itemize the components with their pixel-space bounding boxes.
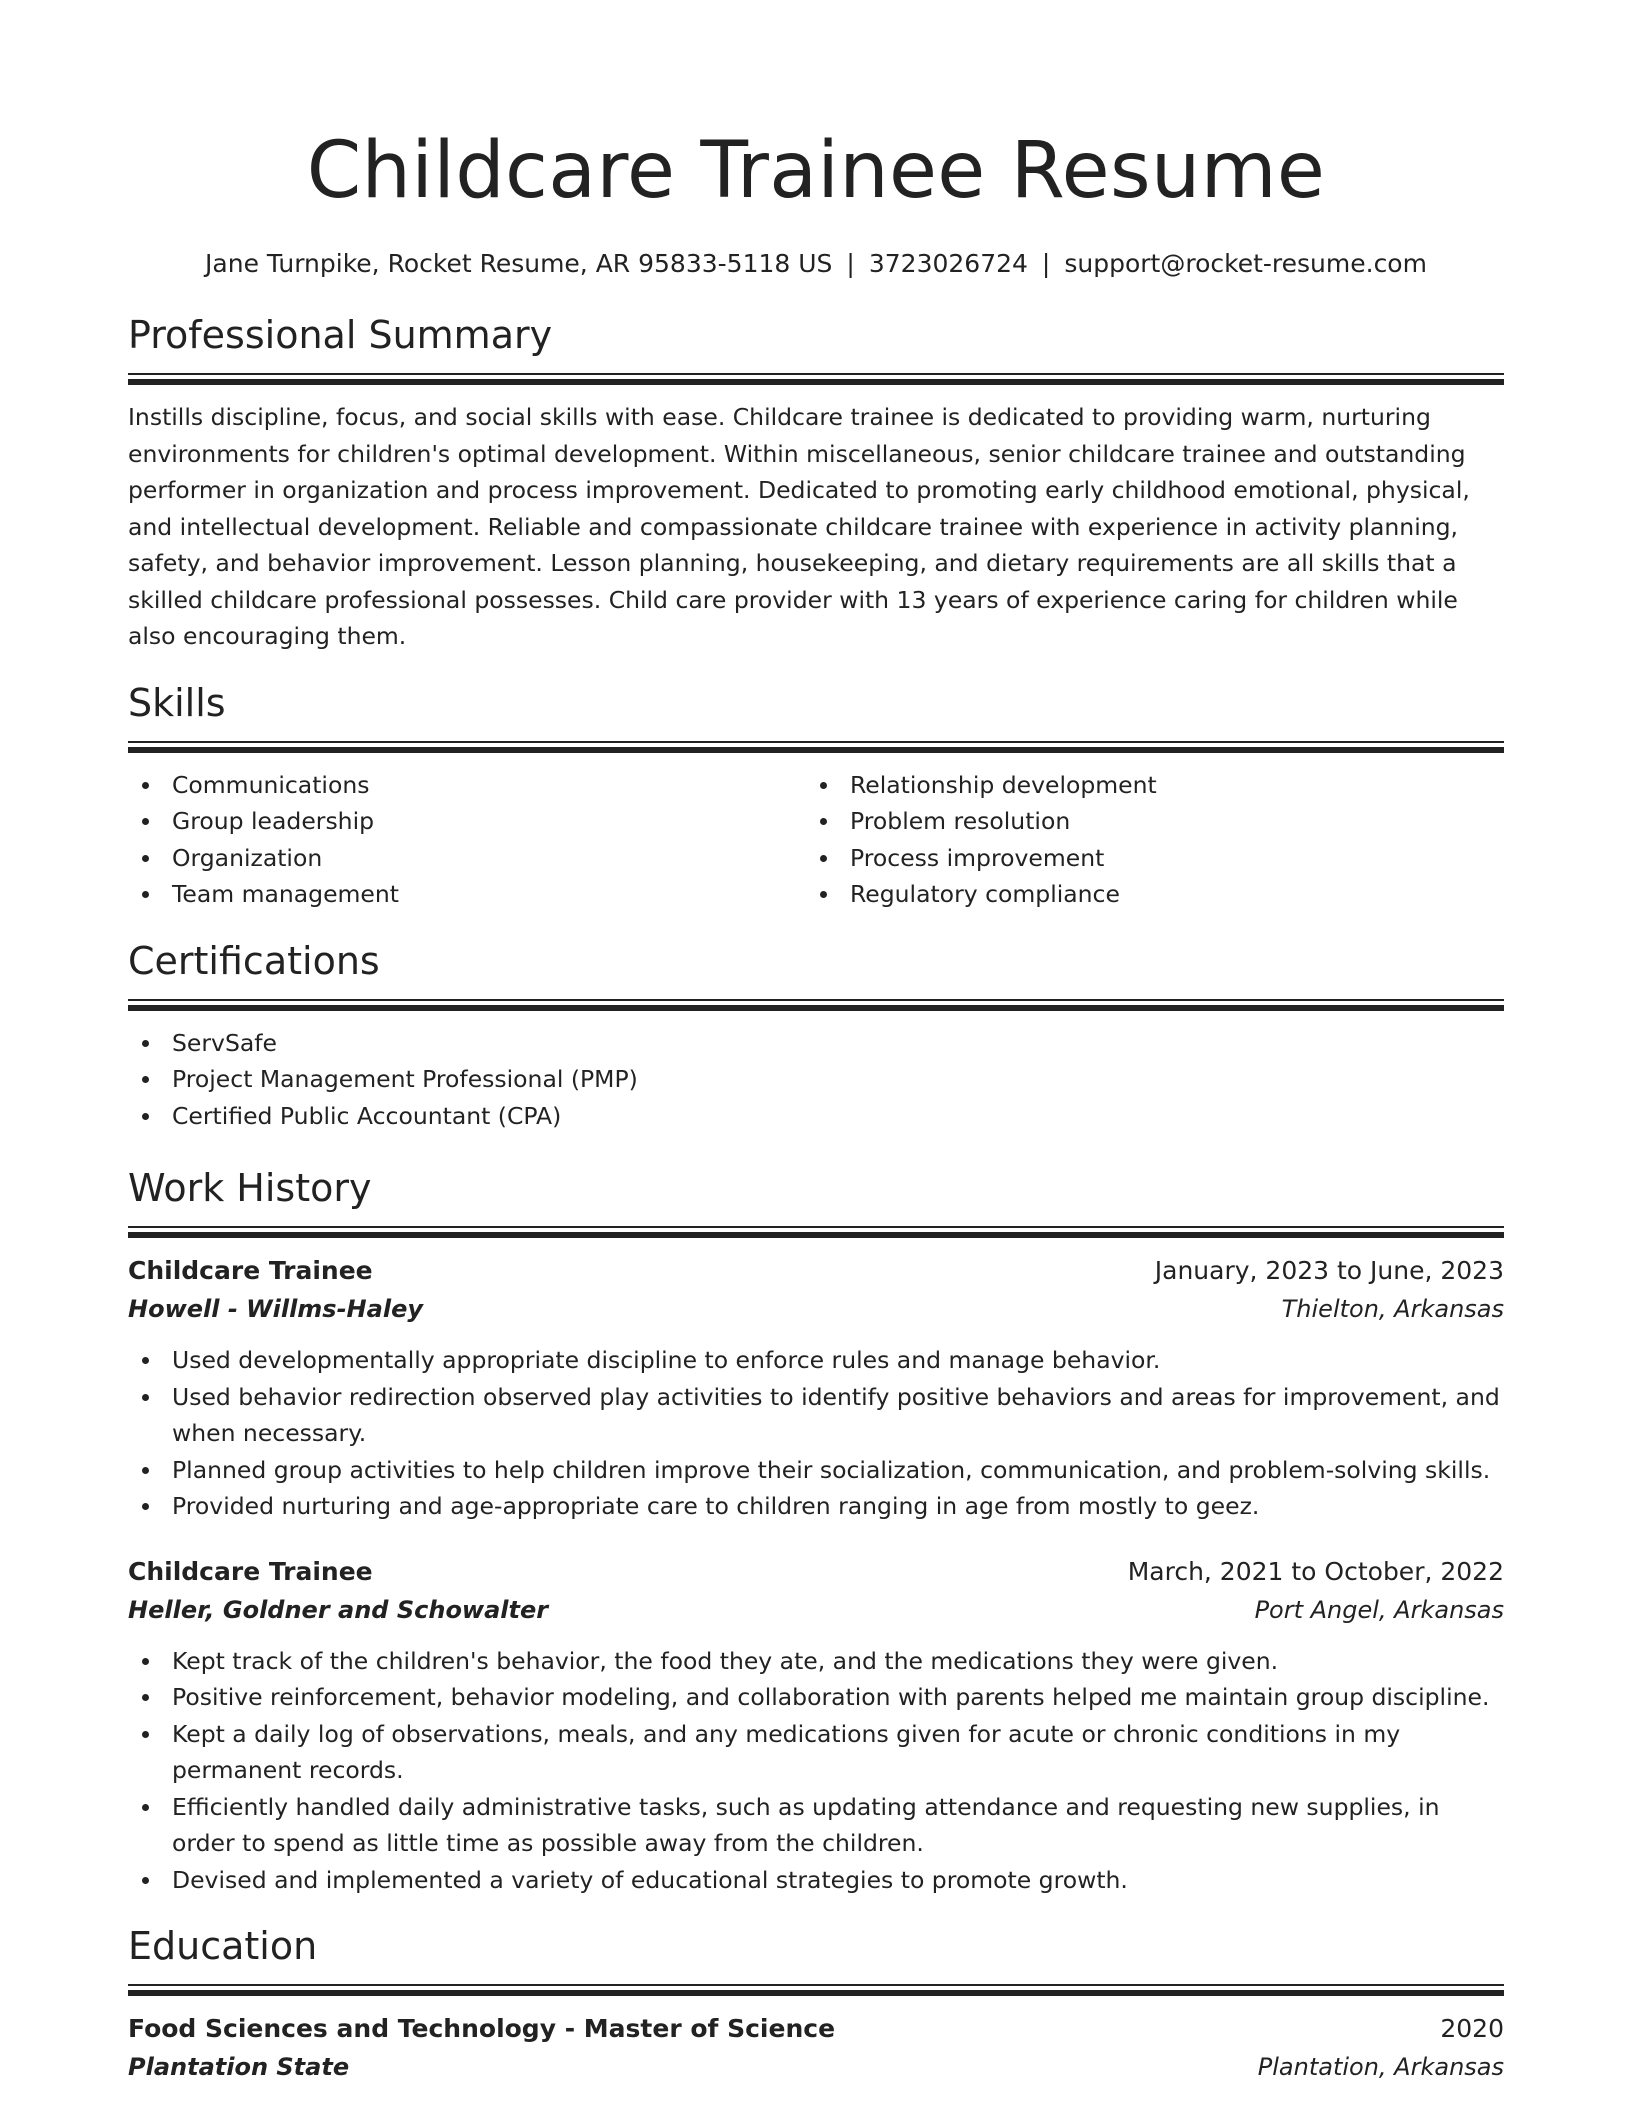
job-entry (128, 1553, 1504, 1899)
skill-item: Problem resolution (806, 803, 1484, 840)
job-company: Howell - Willms-Haley (128, 1295, 423, 1323)
job-duty: Efficiently handled daily administrative tasks, such as updating attendance and requesting new supplies, in order to spend as little time as possible away from the children. (128, 1789, 1504, 1862)
skill-item: Communications (128, 767, 806, 804)
job-duty: Kept track of the children's behavior, the food they ate, and the medications they were given. (128, 1643, 1504, 1680)
education-school-row (128, 2048, 1504, 2086)
job-header-row (128, 1252, 1504, 1290)
certification-item: ServSafe (128, 1025, 1504, 1062)
job-duty: Provided nurturing and age-appropriate care to children ranging in age from mostly to geez. (128, 1488, 1504, 1525)
education-year: 2020 (1440, 2014, 1504, 2043)
summary-text: Instills discipline, focus, and social skills with ease. Childcare trainee is dedicated to providing warm, nurturing environments for children's optimal development. Within miscellaneous, senior childcare trainee and outstanding performer in organization and process improvement. Dedicated to promoting early childhood emotional, physical, and intellectual development. Reliable and compassionate childcare trainee with experience in activity planning, safety, and behavior improvement. Lesson planning, housekeeping, and dietary requirements are all skills that a skilled childcare professional possesses. Child care provider with 13 years of experience caring for children while also encouraging them. (128, 403, 1470, 650)
skill-item: Regulatory compliance (806, 876, 1484, 913)
certifications-list (128, 1025, 1504, 1135)
skill-item: Group leadership (128, 803, 806, 840)
skills-left-list (128, 767, 806, 913)
work-heading: Work History (128, 1166, 372, 1210)
certifications-section-header (128, 937, 1504, 1011)
skills-section-header (128, 679, 1504, 753)
contact-phone: 3723026724 (868, 249, 1028, 278)
job-header-row (128, 1553, 1504, 1591)
education-location: Plantation, Arkansas (1257, 2053, 1504, 2081)
section-divider (128, 1226, 1504, 1238)
job-duty: Positive reinforcement, behavior modeling, and collaboration with parents helped me maintain group discipline. (128, 1679, 1504, 1716)
job-dates: January, 2023 to June, 2023 (1154, 1256, 1504, 1285)
section-divider (128, 373, 1504, 385)
job-location: Thielton, Arkansas (1281, 1295, 1504, 1323)
job-duties-list (128, 1342, 1504, 1525)
work-section-header (128, 1164, 1504, 1238)
job-duty: Devised and implemented a variety of educational strategies to promote growth. (128, 1862, 1504, 1899)
certification-item: Certified Public Accountant (CPA) (128, 1098, 1504, 1135)
section-divider (128, 999, 1504, 1011)
contact-address: Jane Turnpike, Rocket Resume, AR 95833-5118 US (205, 249, 833, 278)
contact-line (128, 247, 1504, 281)
job-dates: March, 2021 to October, 2022 (1127, 1556, 1504, 1586)
contact-separator: | (1041, 249, 1051, 278)
job-entry (128, 1252, 1504, 1525)
job-company: Heller, Goldner and Schowalter (128, 1595, 549, 1624)
contact-email[interactable]: support@rocket-resume.com (1064, 249, 1427, 278)
education-degree: Food Sciences and Technology - Master of Science (128, 2014, 836, 2043)
skills-grid (128, 767, 1504, 913)
skill-item: Organization (128, 840, 806, 877)
education-header-row (128, 2010, 1504, 2048)
education-entry (128, 2010, 1504, 2086)
job-company-row (128, 1591, 1504, 1629)
job-title: Childcare Trainee (128, 1256, 373, 1285)
summary-heading: Professional Summary (128, 313, 553, 357)
skill-item: Relationship development (806, 767, 1484, 804)
job-duty: Used behavior redirection observed play activities to identify positive behaviors and areas for improvement, and when necessary. (128, 1379, 1504, 1452)
skills-heading: Skills (128, 680, 226, 725)
education-school: Plantation State (128, 2053, 350, 2081)
summary-section-header (128, 311, 1504, 385)
section-divider (128, 741, 1504, 753)
job-title: Childcare Trainee (128, 1556, 373, 1586)
section-divider (128, 1984, 1504, 1996)
skill-item: Process improvement (806, 840, 1484, 877)
certifications-heading: Certifications (128, 938, 380, 983)
job-location: Port Angel, Arkansas (1254, 1595, 1504, 1624)
skills-right-list (806, 767, 1484, 913)
job-duty: Used developmentally appropriate discipline to enforce rules and manage behavior. (128, 1342, 1504, 1379)
education-heading: Education (128, 1924, 318, 1968)
job-company-row (128, 1290, 1504, 1328)
job-duties-list (128, 1643, 1504, 1899)
resume-title: Childcare Trainee Resume (306, 126, 1326, 216)
education-section-header (128, 1922, 1504, 1996)
contact-separator: | (846, 249, 855, 278)
job-duty: Kept a daily log of observations, meals, and any medications given for acute or chronic conditions in my permanent records. (128, 1716, 1504, 1789)
skill-item: Team management (128, 876, 806, 913)
resume-page (128, 0, 1504, 2086)
certification-item: Project Management Professional (PMP) (128, 1061, 1504, 1098)
job-duty: Planned group activities to help children improve their socialization, communication, and problem-solving skills. (128, 1452, 1504, 1489)
